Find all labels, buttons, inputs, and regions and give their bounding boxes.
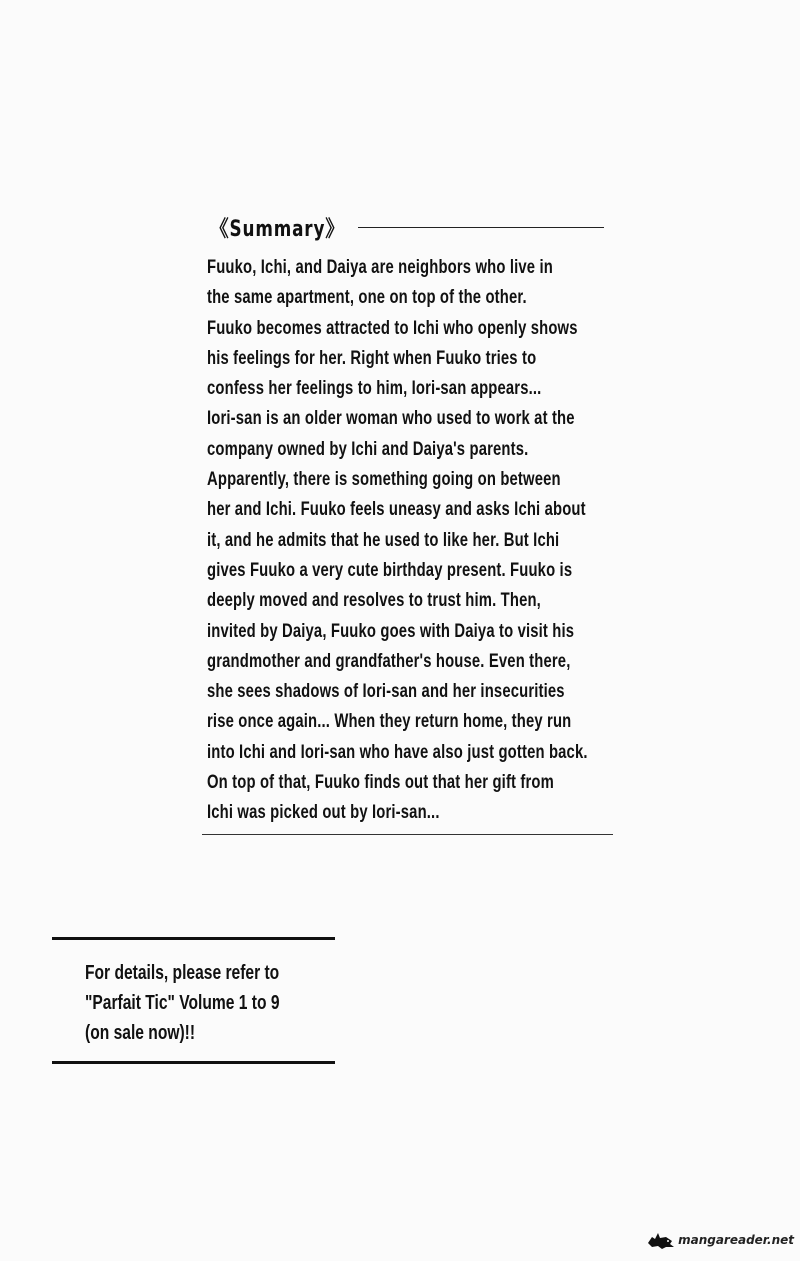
summary-line: invited by Daiya, Fuuko goes with Daiya to visit his: [207, 620, 575, 642]
summary-title: 《Summary》: [210, 217, 345, 242]
summary-line: Iori-san is an older woman who used to work at the: [207, 408, 575, 430]
summary-line: she sees shadows of Iori-san and her insecurities: [207, 681, 565, 703]
summary-line: company owned by Ichi and Daiya's parents.: [207, 438, 529, 460]
summary-header: [210, 212, 369, 243]
notice-line: For details, please refer to: [85, 962, 280, 984]
watermark[interactable]: [646, 1229, 794, 1251]
summary-line: rise once again... When they return home, they run: [207, 711, 572, 733]
summary-line: Fuuko becomes attracted to Ichi who openly shows: [207, 317, 578, 339]
summary-line: Ichi was picked out by Iori-san...: [207, 802, 440, 824]
notice-body: [85, 958, 345, 1048]
summary-line: grandmother and grandfather's house. Even there,: [207, 650, 571, 672]
summary-line: Fuuko, Ichi, and Daiya are neighbors who live in: [207, 257, 553, 278]
watermark-text: mangareader.net: [678, 1233, 794, 1247]
summary-line: his feelings for her. Right when Fuuko tries to: [207, 347, 537, 369]
summary-header-rule: [358, 227, 604, 228]
notice-top-rule: [52, 937, 335, 940]
summary-line: the same apartment, one on top of the other.: [207, 287, 527, 309]
summary-line: On top of that, Fuuko finds out that her gift from: [207, 772, 554, 794]
notice-line: "Parfait Tic" Volume 1 to 9: [85, 992, 280, 1014]
summary-bottom-rule: [202, 834, 613, 835]
summary-line: into Ichi and Iori-san who have also just gotten back.: [207, 741, 588, 763]
notice-line: (on sale now)!!: [85, 1022, 196, 1044]
summary-line: it, and he admits that he used to like her. But Ichi: [207, 529, 560, 551]
summary-line: deeply moved and resolves to trust him. Then,: [207, 590, 541, 612]
wolf-logo-icon: [646, 1229, 676, 1251]
summary-line: her and Ichi. Fuuko feels uneasy and asks Ichi about: [207, 499, 586, 521]
notice-bottom-rule: [52, 1061, 335, 1064]
summary-line: gives Fuuko a very cute birthday present. Fuuko is: [207, 559, 573, 581]
summary-line: confess her feelings to him, Iori-san appears...: [207, 378, 542, 400]
summary-line: Apparently, there is something going on between: [207, 469, 561, 491]
summary-body: [207, 253, 627, 829]
